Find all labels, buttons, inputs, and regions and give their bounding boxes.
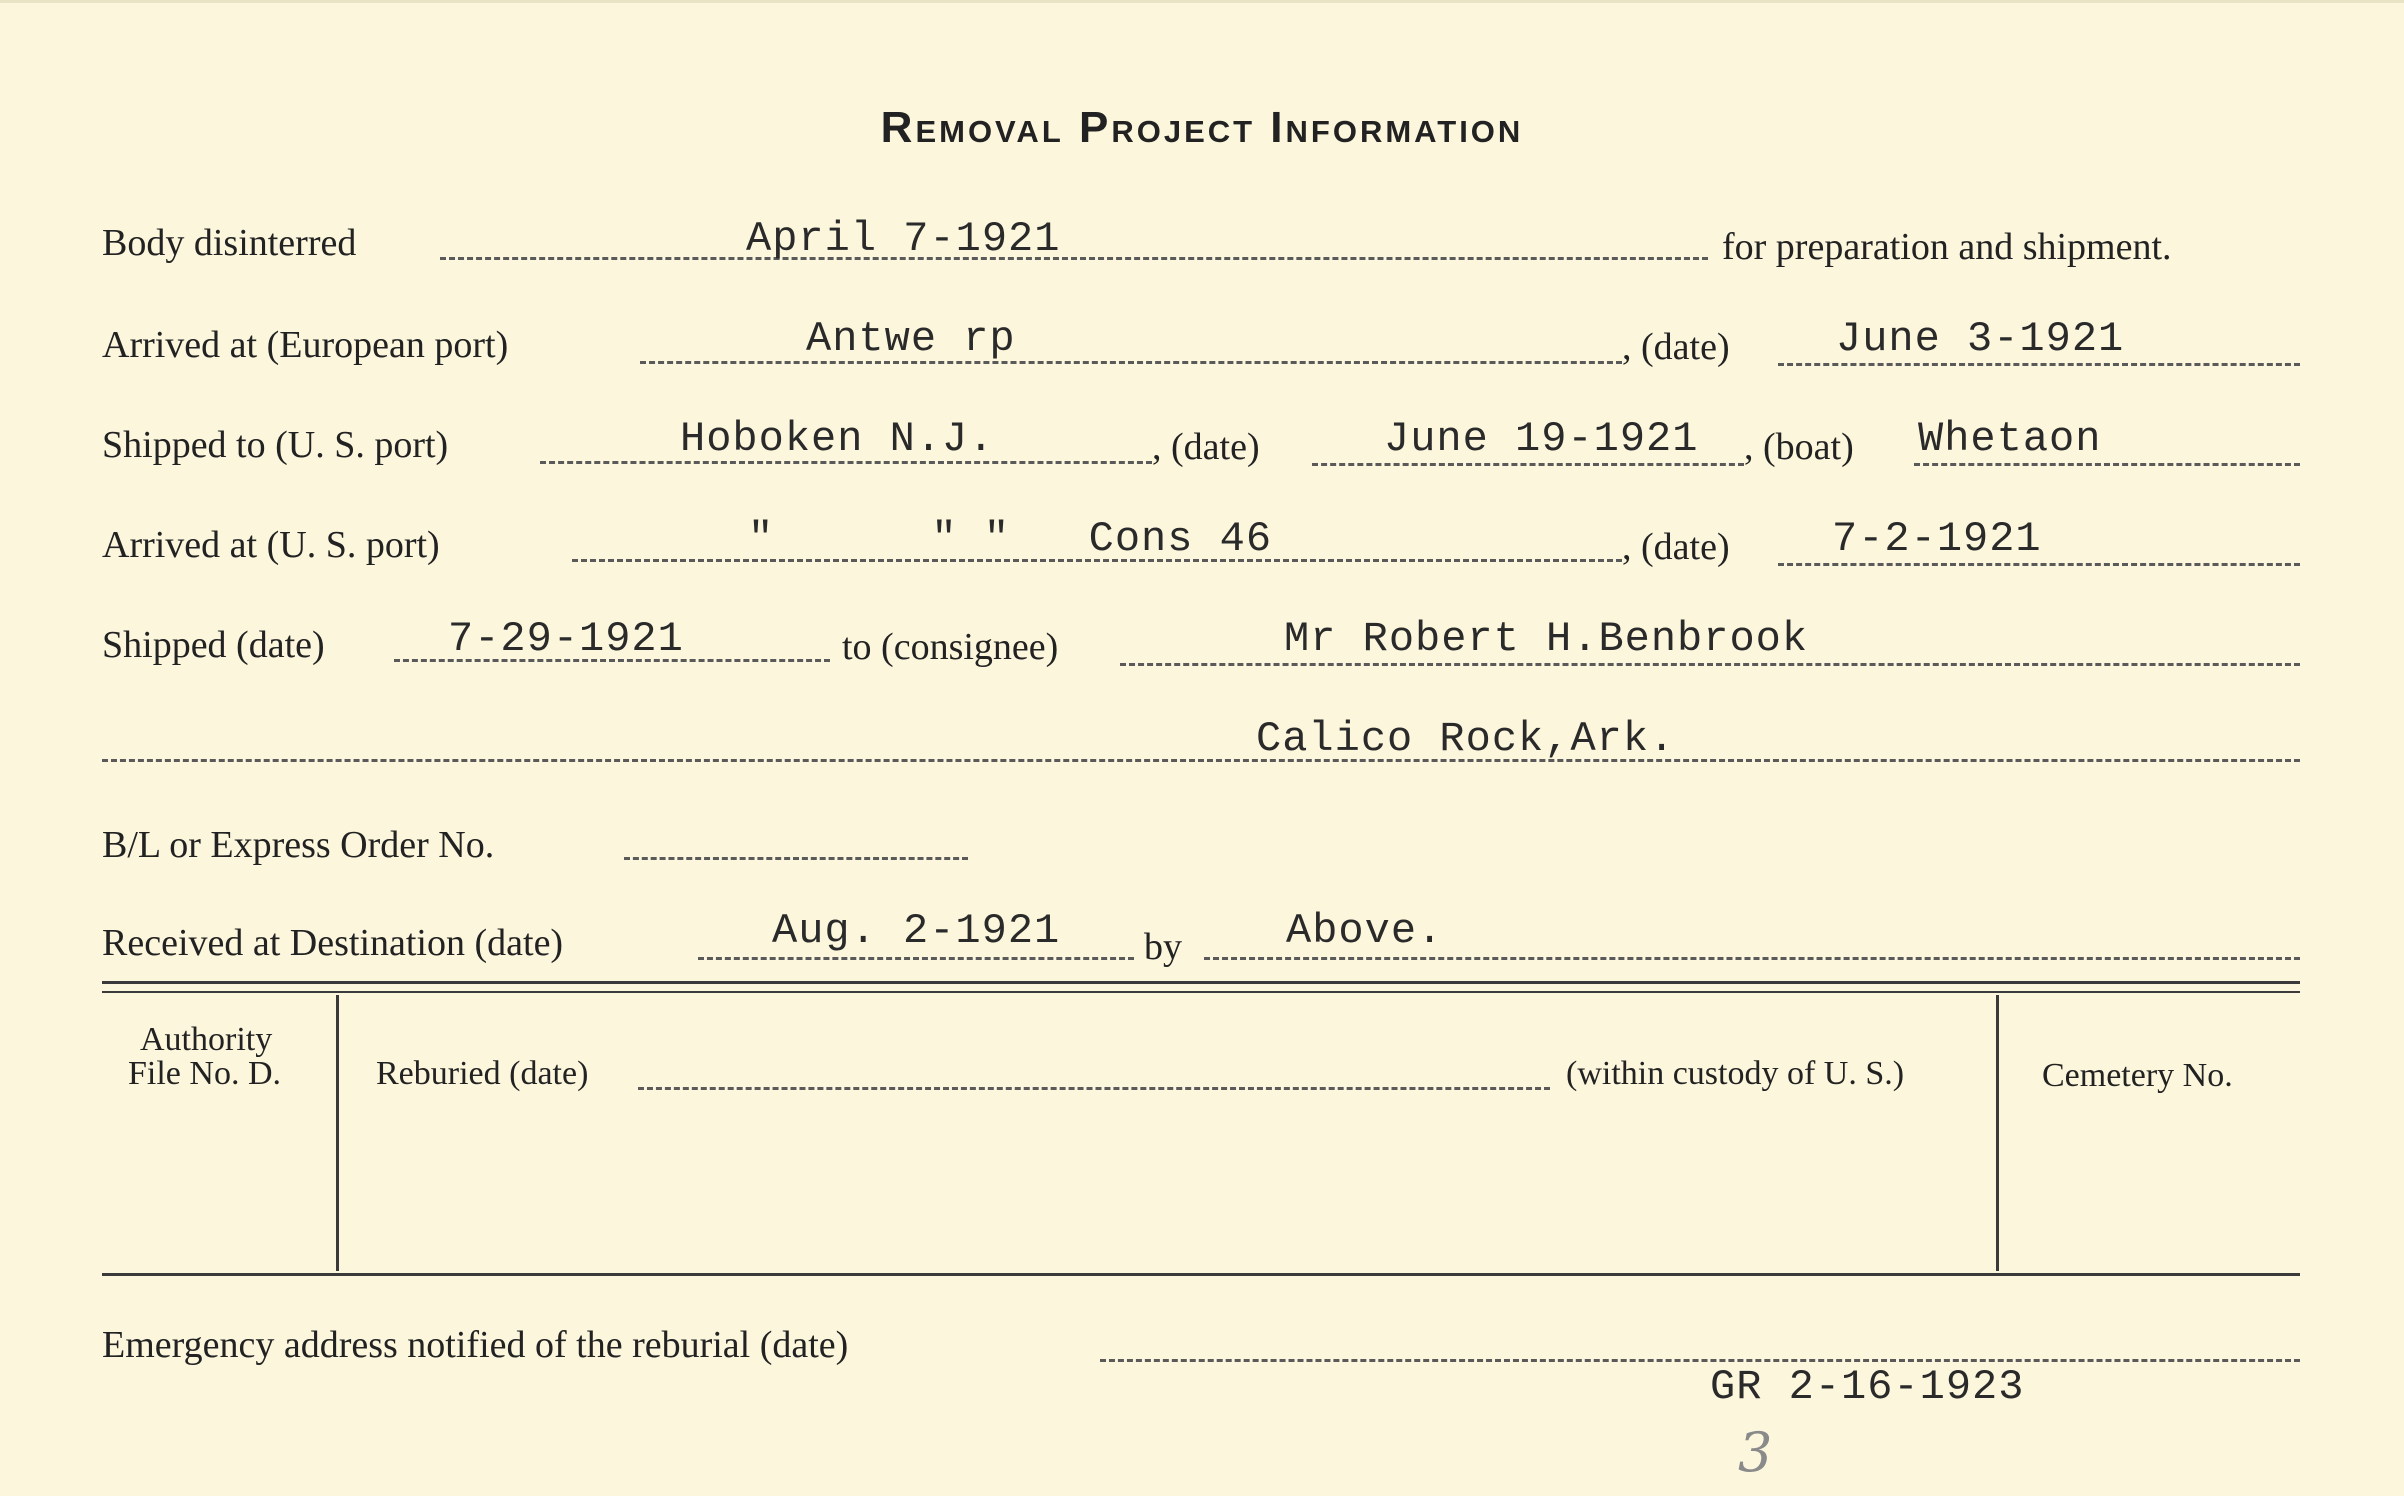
arrived-us-date-value: 7-2-1921	[1832, 515, 2042, 563]
shipped-us-label: Shipped to (U. S. port)	[102, 424, 449, 466]
consignee-label: to (consignee)	[842, 626, 1059, 668]
arrived-us-value: " " " Cons 46	[748, 515, 1273, 563]
reburied-label: Reburied (date)	[376, 1055, 589, 1092]
shipped-us-boat-label: , (boat)	[1744, 426, 1854, 468]
disinterred-label: Body disinterred	[102, 222, 357, 264]
shipped-date-value: 7-29-1921	[448, 615, 684, 663]
custody-label: (within custody of U. S.)	[1566, 1055, 1905, 1092]
arrived-european-date-line	[1778, 363, 2300, 366]
emergency-value: GR 2-16-1923	[1710, 1363, 2025, 1411]
disinterred-line	[440, 257, 1708, 260]
cemetery-no-label: Cemetery No.	[2042, 1057, 2233, 1094]
bl-line	[624, 857, 968, 860]
reburied-line	[638, 1087, 1550, 1090]
handwritten-mark: 3	[1738, 1421, 1773, 1484]
card-title: Removal Project Information	[880, 103, 1524, 152]
table-divider-right	[1996, 995, 1999, 1271]
shipped-us-date-label: , (date)	[1152, 426, 1260, 468]
arrived-us-date-label: , (date)	[1622, 526, 1730, 568]
emergency-label: Emergency address notified of the reburial (date)	[102, 1324, 849, 1366]
received-label: Received at Destination (date)	[102, 922, 564, 964]
shipped-us-boat-line	[1914, 463, 2300, 466]
consignee-line	[1120, 663, 2300, 666]
disinterred-value: April 7-1921	[746, 215, 1061, 263]
emergency-line	[1100, 1359, 2300, 1362]
bl-label: B/L or Express Order No.	[102, 824, 495, 866]
table-top-rule	[102, 981, 2300, 984]
shipped-us-date-value: June 19-1921	[1384, 415, 1699, 463]
arrived-european-date-value: June 3-1921	[1836, 315, 2125, 363]
disinterred-suffix: for preparation and shipment.	[1722, 226, 2172, 268]
shipped-us-date-line	[1312, 463, 1744, 466]
received-by-line	[1204, 957, 2300, 960]
shipped-us-boat-value: Whetaon	[1918, 415, 2102, 463]
table-bottom-rule	[102, 1273, 2300, 1276]
shipped-us-value: Hoboken N.J.	[680, 415, 995, 463]
arrived-us-date-line	[1778, 563, 2300, 566]
arrived-european-value: Antwe rp	[806, 315, 1016, 363]
authority-label: Authority	[140, 1021, 273, 1058]
table-divider-left	[336, 995, 339, 1271]
arrived-european-label: Arrived at (European port)	[102, 324, 509, 366]
address-line	[102, 759, 2300, 762]
received-by-value: Above.	[1286, 907, 1444, 955]
received-date-line	[698, 957, 1134, 960]
table-top-rule-2	[102, 991, 2300, 993]
arrived-us-label: Arrived at (U. S. port)	[102, 524, 440, 566]
received-by-label: by	[1144, 926, 1182, 968]
consignee-value: Mr Robert H.Benbrook	[1284, 615, 1809, 663]
consignee-address-value: Calico Rock,Ark.	[1256, 715, 1676, 763]
file-no-label: File No. D.	[128, 1055, 281, 1092]
arrived-european-line	[640, 361, 1622, 364]
arrived-european-date-label: , (date)	[1622, 326, 1730, 368]
shipped-label: Shipped (date)	[102, 624, 325, 666]
received-date-value: Aug. 2-1921	[772, 907, 1061, 955]
